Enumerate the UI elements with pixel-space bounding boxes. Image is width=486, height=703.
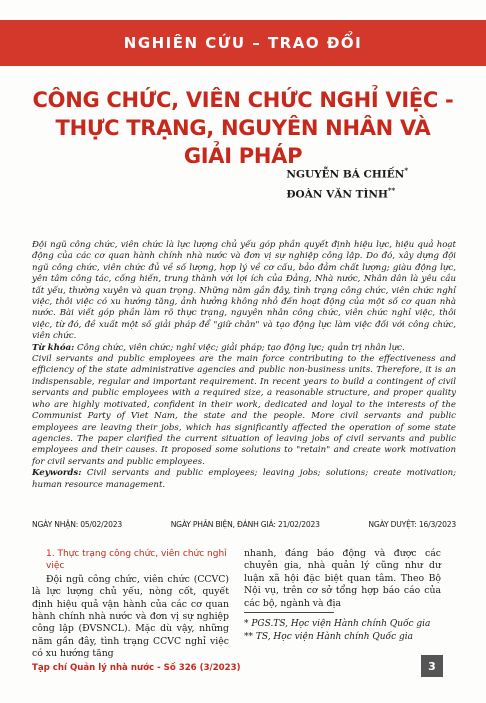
abstract bbox=[32, 240, 456, 491]
date-received: NGÀY NHẬN: 05/02/2023 bbox=[32, 520, 123, 529]
footnotes bbox=[244, 618, 454, 643]
date-approved: NGÀY DUYỆT: 16/3/2023 bbox=[368, 520, 456, 529]
article-title bbox=[30, 86, 456, 170]
footnote-1: * PGS.TS, Học viện Hành chính Quốc gia bbox=[244, 619, 431, 629]
body-paragraph-continued: nhanh, đáng báo động và được các chuyên gia, nhà quản lý cũng như dư luận xã hội đặc biệt quan tâm. Theo Bộ Nội vụ, trên cơ sở tổng hợp báo cáo của các bộ, ngành và địa bbox=[244, 548, 441, 609]
author-1: NGUYỄN BÁ CHIẾN* bbox=[286, 166, 408, 181]
section-heading: 1. Thực trạng công chức, viên chức nghỉ việc bbox=[46, 549, 227, 572]
section-label: NGHIÊN CỨU – TRAO ĐỔI bbox=[123, 34, 363, 52]
title-line-1: CÔNG CHỨC, VIÊN CHỨC NGHỈ VIỆC - bbox=[32, 88, 454, 112]
abstract-vietnamese: Đội ngũ công chức, viên chức là lực lượng chủ yếu góp phần quyết định hiệu lực, hiệu quả hoạt động của các cơ quan hành chính nhà nước và đơn vị sự nghiệp công lập. Do đó, xây dựng đội ngũ công chức, viên chức đủ về số lượng, hợp lý về cơ cấu, bảo đảm chất lượng; giàu động lực, yên tâm công tác, cống hiến, trung thành với lợi ích của Đảng, Nhà nước, Nhân dân là yêu cầu tất yếu, thường xuyên và quan trọng. Những năm gần đây, tình trạng công chức, viên chức nghỉ việc, thôi việc có xu hướng tăng, ảnh hưởng không nhỏ đến hoạt động của một số cơ quan nhà nước. Bài viết góp phần làm rõ thực trạng, nguyên nhân công chức, viên chức nghỉ việc, thôi việc, từ đó, đề xuất một số giải pháp để "giữ chân" và tạo động lực làm việc đối với công chức, viên chức. bbox=[32, 240, 456, 342]
author-2: ĐOÀN VĂN TÌNH** bbox=[286, 185, 396, 200]
keywords-english: Keywords: Civil servants and public employees; leaving jobs; solutions; create motivation; human resource management. bbox=[32, 468, 456, 490]
section-banner bbox=[0, 20, 486, 66]
abstract-english: Civil servants and public employees are the main force contributing to the effectiveness and efficiency of the state administrative agencies and public non-business units. Therefore, it is an indispensable, regular and important requirement. In recent years to build a contingent of civil servants and public employees with a required size, a reasonable structure, and proper quality who are highly motivated, confident in their work, dedicated and loyal to the interests of the Communist Party of Viet Nam, the state and the people. More civil servants and public employees are leaving their jobs, which has significantly affected the operation of some state agencies. The paper clarified the current situation of leaving jobs of civil servants and public employees and their causes. It proposed some solutions to "retain" and create work motivation for civil servants and public employees. bbox=[32, 354, 456, 467]
keywords-vietnamese: Từ khóa: Công chức, viên chức; nghỉ việc; giải pháp; tạo động lực; quản trị nhân lực. bbox=[32, 342, 405, 353]
footnote-divider bbox=[244, 612, 334, 613]
title-line-2: THỰC TRẠNG, NGUYÊN NHÂN VÀ GIẢI PHÁP bbox=[55, 116, 431, 168]
date-reviewed: NGÀY PHẢN BIỆN, ĐÁNH GIÁ: 21/02/2023 bbox=[170, 520, 320, 529]
article-dates bbox=[32, 520, 456, 529]
footnote-2: ** TS, Học viện Hành chính Quốc gia bbox=[244, 631, 413, 642]
page-number: 3 bbox=[421, 655, 443, 677]
body-paragraph: Đội ngũ công chức, viên chức (CCVC) là lực lượng chủ yếu, nòng cốt, quyết định hiệu quả vận hành của các cơ quan hành chính nhà nước và đơn vị sự nghiệp công lập (ĐVSNCL). Mặc dù vậy, những năm gần đây, tình trạng CCVC nghỉ việc có xu hướng tăng bbox=[32, 573, 229, 660]
journal-footer: Tạp chí Quản lý nhà nước - Số 326 (3/2023) bbox=[32, 663, 241, 673]
body-column-right bbox=[244, 548, 441, 610]
body-column-left bbox=[32, 548, 229, 661]
author-block bbox=[286, 163, 408, 202]
